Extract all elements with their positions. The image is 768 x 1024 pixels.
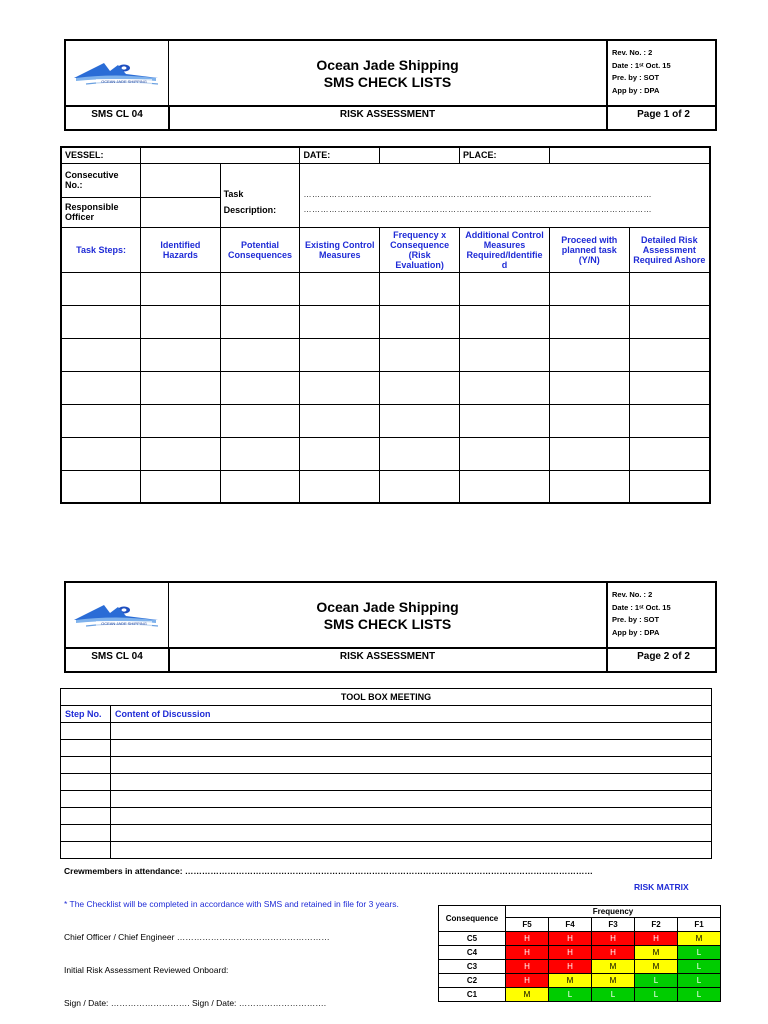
- risk-cell: H: [549, 960, 592, 974]
- cell[interactable]: [110, 757, 711, 774]
- rev-date: Date : 1ˢᵗ Oct. 15: [612, 60, 671, 70]
- cell[interactable]: [380, 272, 460, 305]
- doc-subject: RISK ASSESSMENT: [339, 109, 436, 120]
- task-dots-1: ……………………………………………………………………………………………………………: [303, 190, 652, 199]
- cell[interactable]: [629, 437, 710, 470]
- cell[interactable]: [300, 371, 380, 404]
- cell[interactable]: [300, 305, 380, 338]
- cell[interactable]: [380, 404, 460, 437]
- consecutive-field[interactable]: [141, 163, 220, 197]
- cell[interactable]: [460, 470, 550, 503]
- prepared-by: Pre. by : SOT: [612, 615, 660, 624]
- col-risk-evaluation: Frequency x Consequence (Risk Evaluation): [380, 227, 460, 272]
- consequence-header: Consequence: [439, 906, 506, 932]
- approved-by: App by : DPA: [612, 85, 660, 95]
- retention-note: * The Checklist will be completed in accordance with SMS and retained in file for 3 years.: [64, 899, 399, 909]
- risk-cell: L: [678, 960, 721, 974]
- header-title-block: [169, 583, 606, 647]
- cell[interactable]: [380, 437, 460, 470]
- cell[interactable]: [61, 305, 141, 338]
- table-row: [61, 437, 710, 470]
- cell[interactable]: [61, 757, 111, 774]
- risk-cell: H: [506, 946, 549, 960]
- page1-header: [64, 39, 717, 131]
- risk-cell: H: [592, 946, 635, 960]
- officer-label: [61, 197, 141, 227]
- initial-review-label: Initial Risk Assessment Reviewed Onboard:: [64, 965, 229, 975]
- svg-text:OCEAN JADE SHIPPING: OCEAN JADE SHIPPING: [101, 79, 147, 84]
- cell[interactable]: [61, 723, 111, 740]
- officer-field[interactable]: [141, 197, 220, 227]
- rev-no: Rev. No. : 2: [612, 590, 653, 599]
- cell[interactable]: [110, 774, 711, 791]
- table-row: [61, 723, 712, 740]
- toolbox-title: TOOL BOX MEETING: [61, 689, 712, 706]
- table-row: [61, 774, 712, 791]
- place-label: PLACE:: [460, 147, 550, 163]
- cell[interactable]: [220, 338, 300, 371]
- task-label-line1: Task: [223, 189, 244, 199]
- chief-officer-line: Chief Officer / Chief Engineer ………………………………………………: [64, 932, 330, 942]
- cell[interactable]: [220, 305, 300, 338]
- risk-cell: M: [549, 974, 592, 988]
- risk-cell: M: [678, 932, 721, 946]
- table-row: [61, 842, 712, 859]
- cell[interactable]: [549, 371, 629, 404]
- svg-text:OCEAN JADE SHIPPING: OCEAN JADE SHIPPING: [101, 621, 147, 626]
- date-field[interactable]: [380, 147, 460, 163]
- matrix-row-c2: [439, 974, 721, 988]
- cell[interactable]: [549, 338, 629, 371]
- company-logo: [66, 583, 169, 647]
- col-task-steps: Task Steps:: [61, 227, 141, 272]
- col-consequences: Potential Consequences: [220, 227, 300, 272]
- table-row: [61, 305, 710, 338]
- cell[interactable]: [61, 825, 111, 842]
- task-description-label: [220, 163, 300, 227]
- risk-cell: H: [549, 932, 592, 946]
- conseq-c3: C3: [439, 960, 506, 974]
- cell[interactable]: [629, 305, 710, 338]
- rev-date: Date : 1ˢᵗ Oct. 15: [612, 602, 671, 612]
- task-label-line2: Description:: [223, 205, 277, 215]
- matrix-row-c3: [439, 960, 721, 974]
- cell[interactable]: [300, 404, 380, 437]
- risk-cell: H: [635, 932, 678, 946]
- risk-cell: L: [549, 988, 592, 1002]
- risk-cell: H: [506, 960, 549, 974]
- cell[interactable]: [141, 305, 220, 338]
- doc-code: SMS CL 04: [66, 107, 170, 129]
- table-row: [61, 338, 710, 371]
- page-number: Page 1 of 2: [606, 107, 719, 129]
- cell[interactable]: [141, 404, 220, 437]
- risk-cell: H: [549, 946, 592, 960]
- matrix-row-c1: [439, 988, 721, 1002]
- cell[interactable]: [220, 404, 300, 437]
- cell[interactable]: [460, 437, 550, 470]
- cell[interactable]: [300, 338, 380, 371]
- cell[interactable]: [220, 437, 300, 470]
- risk-cell: H: [506, 974, 549, 988]
- freq-f1: F1: [678, 918, 721, 932]
- risk-cell: M: [506, 988, 549, 1002]
- prepared-by: Pre. by : SOT: [612, 73, 660, 82]
- col-step-no: Step No.: [61, 706, 111, 723]
- cell[interactable]: [61, 470, 141, 503]
- risk-cell: H: [592, 932, 635, 946]
- cell[interactable]: [549, 404, 629, 437]
- doc-type: SMS CHECK LISTS: [323, 74, 452, 90]
- crew-attendance: Crewmembers in attendance: ………………………………………………………………………………………………………………………………: [64, 866, 593, 876]
- cell[interactable]: [61, 808, 111, 825]
- cell[interactable]: [460, 338, 550, 371]
- cell[interactable]: [110, 808, 711, 825]
- col-existing-controls: Existing Control Measures: [300, 227, 380, 272]
- col-detailed-ashore: Detailed Risk Assessment Required Ashore: [629, 227, 710, 272]
- risk-cell: L: [678, 974, 721, 988]
- task-dots-2: ……………………………………………………………………………………………………………: [303, 205, 652, 214]
- cell[interactable]: [61, 338, 141, 371]
- cell[interactable]: [549, 272, 629, 305]
- cell[interactable]: [460, 305, 550, 338]
- sign-date-line: Sign / Date: ………………………. Sign / Date: ………………………….: [64, 998, 327, 1008]
- cell[interactable]: [61, 842, 111, 859]
- revision-info: [606, 41, 717, 105]
- cell[interactable]: [220, 371, 300, 404]
- table-row: [61, 404, 710, 437]
- cell[interactable]: [549, 305, 629, 338]
- doc-code: SMS CL 04: [66, 649, 170, 671]
- officer-label-line1: Responsible: [65, 202, 119, 212]
- rev-no: Rev. No. : 2: [612, 48, 653, 57]
- freq-f2: F2: [635, 918, 678, 932]
- cell[interactable]: [61, 740, 111, 757]
- cell[interactable]: [141, 437, 220, 470]
- company-name: Ocean Jade Shipping: [316, 57, 459, 73]
- doc-type: SMS CHECK LISTS: [323, 616, 452, 632]
- cell[interactable]: [61, 371, 141, 404]
- cell[interactable]: [380, 470, 460, 503]
- vessel-field[interactable]: [141, 147, 300, 163]
- cell[interactable]: [61, 272, 141, 305]
- table-row: [61, 791, 712, 808]
- matrix-row-c4: [439, 946, 721, 960]
- cell[interactable]: [380, 305, 460, 338]
- freq-f4: F4: [549, 918, 592, 932]
- consecutive-label-line2: No.:: [65, 180, 83, 190]
- page2-header: [64, 581, 717, 673]
- cell[interactable]: [141, 470, 220, 503]
- cell[interactable]: [380, 371, 460, 404]
- cell[interactable]: [300, 437, 380, 470]
- risk-matrix-title: RISK MATRIX: [634, 882, 689, 892]
- risk-cell: L: [635, 988, 678, 1002]
- cell[interactable]: [110, 791, 711, 808]
- cell[interactable]: [460, 272, 550, 305]
- risk-matrix: [438, 905, 721, 1002]
- cell[interactable]: [141, 272, 220, 305]
- risk-cell: L: [678, 988, 721, 1002]
- cell[interactable]: [629, 470, 710, 503]
- toolbox-table: [60, 688, 712, 859]
- cell[interactable]: [61, 791, 111, 808]
- risk-cell: M: [592, 960, 635, 974]
- frequency-header: Frequency: [506, 906, 721, 918]
- cell[interactable]: [220, 470, 300, 503]
- cell[interactable]: [629, 272, 710, 305]
- vessel-label: VESSEL:: [61, 147, 141, 163]
- risk-cell: L: [635, 974, 678, 988]
- col-content: Content of Discussion: [110, 706, 711, 723]
- cell[interactable]: [141, 338, 220, 371]
- risk-cell: L: [678, 946, 721, 960]
- page-number: Page 2 of 2: [606, 649, 719, 671]
- cell[interactable]: [300, 272, 380, 305]
- company-name: Ocean Jade Shipping: [316, 599, 459, 615]
- conseq-c1: C1: [439, 988, 506, 1002]
- col-additional-controls: Additional Control Measures Required/Identifie d: [460, 227, 550, 272]
- date-label: DATE:: [300, 147, 380, 163]
- cell[interactable]: [61, 437, 141, 470]
- header-title-block: [169, 41, 606, 105]
- risk-cell: L: [592, 988, 635, 1002]
- cell[interactable]: [549, 470, 629, 503]
- conseq-c2: C2: [439, 974, 506, 988]
- approved-by: App by : DPA: [612, 627, 660, 637]
- revision-info: [606, 583, 717, 647]
- cell[interactable]: [629, 338, 710, 371]
- task-description-field[interactable]: [300, 163, 710, 227]
- cell[interactable]: [110, 842, 711, 859]
- consecutive-label: [61, 163, 141, 197]
- cell[interactable]: [110, 825, 711, 842]
- risk-cell: M: [635, 946, 678, 960]
- cell[interactable]: [61, 404, 141, 437]
- risk-cell: H: [506, 932, 549, 946]
- cell[interactable]: [110, 723, 711, 740]
- doc-subject: RISK ASSESSMENT: [339, 651, 436, 662]
- cell[interactable]: [380, 338, 460, 371]
- table-row: [61, 371, 710, 404]
- matrix-row-c5: [439, 932, 721, 946]
- conseq-c4: C4: [439, 946, 506, 960]
- table-row: [61, 808, 712, 825]
- table-row: [61, 272, 710, 305]
- table-row: [61, 825, 712, 842]
- cell[interactable]: [141, 371, 220, 404]
- conseq-c5: C5: [439, 932, 506, 946]
- risk-assessment-table: [60, 146, 711, 504]
- place-field[interactable]: [549, 147, 710, 163]
- risk-cell: M: [635, 960, 678, 974]
- table-row: [61, 740, 712, 757]
- cell[interactable]: [629, 371, 710, 404]
- cell[interactable]: [110, 740, 711, 757]
- table-row: [61, 757, 712, 774]
- table-row: [61, 470, 710, 503]
- cell[interactable]: [629, 404, 710, 437]
- company-logo: [66, 41, 169, 105]
- cell[interactable]: [460, 404, 550, 437]
- cell[interactable]: [220, 272, 300, 305]
- col-proceed: Proceed with planned task (Y/N): [549, 227, 629, 272]
- officer-label-line2: Officer: [65, 212, 95, 222]
- col-hazards: Identified Hazards: [141, 227, 220, 272]
- cell[interactable]: [300, 470, 380, 503]
- cell[interactable]: [460, 371, 550, 404]
- cell[interactable]: [61, 774, 111, 791]
- cell[interactable]: [549, 437, 629, 470]
- consecutive-label-line1: Consecutive: [65, 170, 119, 180]
- freq-f5: F5: [506, 918, 549, 932]
- risk-cell: M: [592, 974, 635, 988]
- freq-f3: F3: [592, 918, 635, 932]
